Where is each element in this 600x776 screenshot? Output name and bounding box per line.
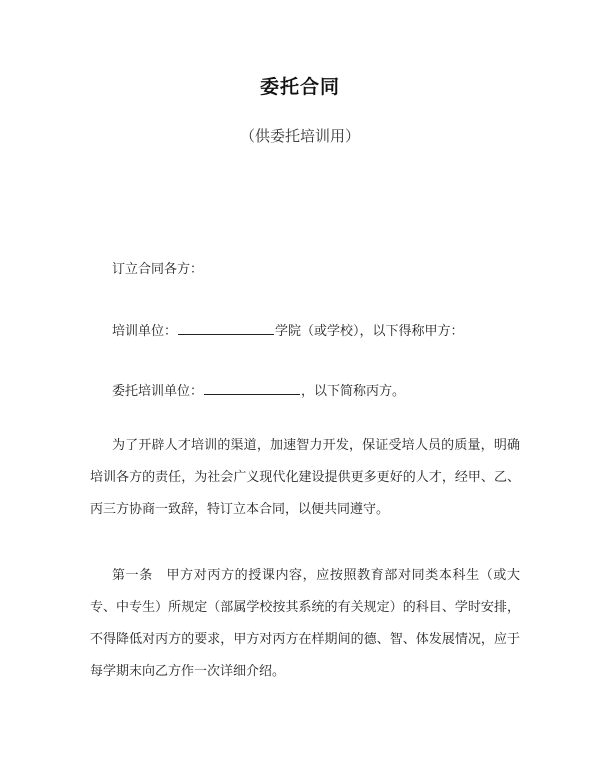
party-c-suffix: ，以下简称丙方。 (301, 384, 406, 399)
party-a-line (112, 322, 464, 340)
party-a-label: 培训单位： (112, 324, 178, 339)
party-c-label: 委托培训单位： (112, 384, 204, 399)
party-c-blank (204, 382, 300, 395)
article-1-paragraph: 第一条 甲方对丙方的授课内容，应按照教育部对同类本科生（或大专、中专生）所规定（部属学校按其系统的有关规定）的科目、学时安排，不得降低对丙方的要求，甲方对丙方在样期间的德、智、体发展情况，应于每学期末向乙方作一次详细介绍。 (90, 568, 520, 679)
party-a-suffix: 学院（或学校），以下得称甲方： (275, 324, 464, 339)
parties-heading: 订立合同各方： (112, 262, 204, 277)
preamble-paragraph: 为了开辟人才培训的渠道，加速智力开发，保证受培人员的质量，明确培训各方的责任，为社会广义现代化建设提供更多更好的人才，经甲、乙、丙三方协商一致辞，特订立本合同，以便共同遵守。 (90, 438, 520, 517)
document-title: 委托合同 (259, 76, 340, 98)
document-subtitle: （供委托培训用） (239, 127, 360, 145)
party-a-blank (178, 322, 274, 335)
party-c-line (112, 382, 405, 400)
